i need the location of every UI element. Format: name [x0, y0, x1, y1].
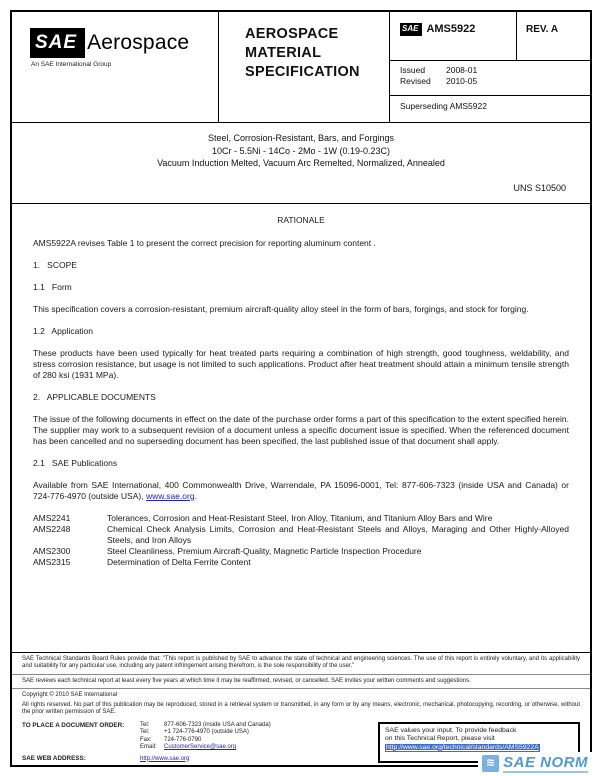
revised-date: 2010-05	[446, 76, 478, 86]
doc-number-row	[390, 12, 590, 60]
spec-title-block	[12, 123, 590, 204]
publication-row	[33, 546, 569, 557]
publication-desc: Tolerances, Corrosion and Heat-Resistant Steel, Iron Alloy, Titanium, and Titanium Alloy Bars and Wire	[107, 513, 493, 523]
footer	[12, 652, 590, 766]
section-1-2-heading: 1.2 Application	[33, 326, 94, 336]
sae-small-logo-icon: SAE	[400, 23, 422, 36]
saenorm-logo-icon: ≋	[482, 755, 499, 772]
contact-label: Fax:	[140, 736, 152, 743]
section-2-1-heading: 2.1 SAE Publications	[33, 458, 118, 468]
revised-label: Revised	[400, 76, 431, 86]
all-rights-reserved: All rights reserved. No part of this publication may be reproduced, stored in a retrieval system or transmitted, in any form or by any means, electronic, mechanical, photocopying, recording, or otherwise, without the prior written permission of SAE.	[22, 701, 580, 715]
spec-document-page	[10, 10, 592, 767]
publication-desc: Steel Cleanliness, Premium Aircraft-Quality, Magnetic Particle Inspection Procedure	[107, 546, 422, 556]
contact-row	[140, 729, 372, 737]
section-2-heading: 2. APPLICABLE DOCUMENTS	[33, 392, 156, 402]
dates-cell	[390, 60, 590, 95]
sae-logo-icon: SAE	[30, 28, 85, 58]
section-1-heading: 1. SCOPE	[33, 260, 77, 270]
copyright-line: Copyright © 2010 SAE International	[22, 692, 118, 698]
contact-value: 724-776-0790	[164, 736, 202, 743]
doc-info-panel	[390, 12, 590, 122]
contact-row	[140, 744, 372, 752]
sae-web-link[interactable]: http://www.sae.org	[140, 755, 190, 762]
contact-label: Email:	[140, 744, 157, 750]
feedback-link[interactable]: http://www.sae.org/technical/standards/AMS5922A	[386, 743, 539, 751]
publication-desc: Chemical Check Analysis Limits, Corrosion and Heat-Resistant Steels and Alloys, Maraging and Other Highly-Alloyed Steels, and Iron Alloys	[107, 524, 569, 545]
publication-row	[33, 513, 569, 524]
header	[12, 12, 590, 123]
spec-title-line2: 10Cr - 5.5Ni - 14Co - 2Mo - 1W (0.19-0.23C)	[211, 145, 391, 156]
doc-number: AMS5922	[426, 23, 476, 35]
legal-notice-1: SAE Technical Standards Board Rules provide that: "This report is published by SAE to advance the state of technical and engineering sciences. The use of this report is entirely voluntary, and its applicability and suitability for any particular use, including any patent infringement arising therefrom, is the sole responsibility of the user."	[12, 653, 590, 675]
order-info	[22, 722, 378, 764]
logo-row	[30, 28, 212, 58]
sae-address-suffix: .	[194, 491, 197, 501]
sae-org-link[interactable]: www.sae.org	[145, 491, 195, 501]
section-2-1-paragraph	[33, 480, 569, 502]
contact-row	[140, 722, 372, 730]
revised-row	[400, 76, 590, 87]
publication-row	[33, 524, 569, 546]
feedback-text-line2: on this Technical Report, please visit	[385, 735, 495, 742]
contact-value: 877-606-7323 (inside USA and Canada)	[164, 721, 271, 728]
contact-label: Tel:	[140, 721, 150, 728]
sae-address-text: Available from SAE International, 400 Commonwealth Drive, Warrendale, PA 15096-0001, Tel: 877-606-7323 (inside USA and Canada) or 724-776-4970 (outside USA),	[33, 480, 569, 501]
contact-list	[140, 722, 372, 752]
web-address-label: SAE WEB ADDRESS:	[22, 754, 86, 762]
issued-date: 2008-01	[446, 65, 478, 75]
contact-value: +1 724-776-4970 (outside USA)	[164, 729, 249, 735]
feedback-text-line1: SAE values your input. To provide feedback	[385, 726, 517, 734]
section-1-1-paragraph: This specification covers a corrosion-resistant, premium aircraft-quality alloy steel in the form of bars, forgings, and stock for forging.	[33, 304, 529, 314]
doc-type-title: AEROSPACE MATERIAL SPECIFICATION	[218, 12, 390, 122]
publication-code: AMS2315	[33, 557, 71, 567]
section-1-1-heading: 1.1 Form	[33, 282, 72, 292]
issued-row	[400, 65, 590, 76]
legal-notice-2: SAE reviews each technical report at least every five years at which time it may be reaffirmed, revised, or cancelled. SAE invites your written comments and suggestions.	[12, 675, 590, 690]
section-2-paragraph: The issue of the following documents in effect on the date of the purchase order forms a part of this specification to the extent specified herein. The supplier may work to a subsequent revision of a document unless a specific document issue is specified. When the referenced document has been cancelled and no superseding document has been specified, the last published issue of that document shall apply.	[33, 414, 569, 446]
publications-list	[33, 513, 569, 568]
logo-tagline: An SAE International Group	[31, 61, 112, 68]
publication-code: AMS2300	[33, 546, 71, 556]
saenorm-name: SAE NORM	[503, 754, 588, 771]
order-label: TO PLACE A DOCUMENT ORDER:	[22, 721, 125, 729]
spec-title-line1: Steel, Corrosion-Resistant, Bars, and Forgings	[207, 133, 395, 143]
rationale-heading: RATIONALE	[277, 215, 325, 225]
sae-aerospace-logo	[12, 12, 218, 122]
document-body	[12, 204, 590, 568]
saenorm-watermark	[478, 752, 592, 775]
revision-cell: REV. A	[516, 12, 590, 60]
publication-code: AMS2248	[33, 524, 71, 534]
doc-number-cell	[390, 12, 516, 60]
order-contact-block	[22, 722, 372, 752]
publication-row	[33, 557, 569, 568]
rationale-text: AMS5922A revises Table 1 to present the correct precision for reporting aluminum content .	[33, 238, 376, 248]
copyright-block	[12, 689, 590, 719]
issued-label: Issued	[400, 65, 426, 75]
section-1-2-paragraph: These products have been used typically for heat treated parts requiring a combination of high strength, good toughness, weldability, and stress corrosion resistance, but usage is not limited to such applications. Product after heat treatment should attain a minimum tensile strength of 280 ksi (1931 MPa).	[33, 348, 569, 380]
publication-desc: Determination of Delta Ferrite Content	[107, 557, 251, 567]
logo-brand-text: Aerospace	[87, 31, 190, 54]
customer-service-email-link[interactable]: CustomerService@sae.org	[164, 744, 237, 750]
publication-code: AMS2241	[33, 513, 71, 523]
spec-title-line3: Vacuum Induction Melted, Vacuum Arc Remelted, Normalized, Annealed	[157, 158, 445, 168]
superseding-cell: Superseding AMS5922	[390, 95, 590, 122]
contact-label: Tel:	[140, 729, 150, 735]
uns-number: UNS S10500	[513, 182, 566, 193]
web-address-row	[22, 755, 372, 764]
contact-row	[140, 737, 372, 745]
